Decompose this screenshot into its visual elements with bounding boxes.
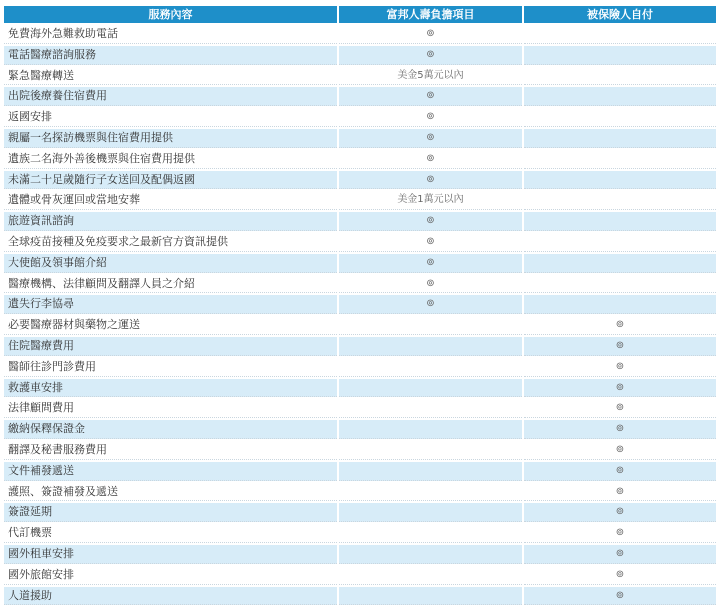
insurer-coverage-cell: ⊚ [339,87,522,106]
table-row [4,295,716,314]
service-name-cell: 返國安排 [4,108,337,127]
insurer-coverage-cell [339,587,522,606]
table-row [4,462,716,481]
insurer-coverage-cell [339,441,522,460]
table-row [4,25,716,44]
column-header-service: 服務內容 [4,6,337,23]
service-name-cell: 大使館及領事館介紹 [4,254,337,273]
table-row [4,254,716,273]
table-row [4,87,716,106]
insurer-coverage-cell [339,545,522,564]
self-pay-cell [524,87,716,106]
service-name-cell: 緊急醫療轉送 [4,67,337,86]
table-body [4,25,716,605]
table-row [4,233,716,252]
table-row [4,379,716,398]
table-row [4,108,716,127]
service-name-cell: 住院醫療費用 [4,337,337,356]
table-row [4,587,716,606]
service-name-cell: 國外租車安排 [4,545,337,564]
table-row [4,67,716,86]
service-name-cell: 繳納保釋保證金 [4,420,337,439]
service-name-cell: 旅遊資訊諮詢 [4,212,337,231]
insurer-coverage-cell: ⊚ [339,212,522,231]
self-pay-cell: ⊚ [524,399,716,418]
insurer-coverage-cell [339,316,522,335]
self-pay-cell: ⊚ [524,462,716,481]
table-row [4,150,716,169]
self-pay-cell: ⊚ [524,379,716,398]
table-row [4,545,716,564]
insurer-coverage-cell: 美金1萬元以內 [339,191,522,210]
table-row [4,503,716,522]
self-pay-cell [524,171,716,190]
table-row [4,420,716,439]
self-pay-cell [524,212,716,231]
column-header-insurer: 富邦人壽負擔項目 [339,6,522,23]
insurer-coverage-cell: ⊚ [339,254,522,273]
service-name-cell: 親屬一名探訪機票與住宿費用提供 [4,129,337,148]
service-name-cell: 遺體或骨灰運回或當地安葬 [4,191,337,210]
service-name-cell: 全球疫苗接種及免疫要求之最新官方資訊提供 [4,233,337,252]
table-row [4,566,716,585]
insurer-coverage-cell [339,337,522,356]
self-pay-cell [524,233,716,252]
self-pay-cell: ⊚ [524,587,716,606]
self-pay-cell: ⊚ [524,503,716,522]
service-name-cell: 簽證延期 [4,503,337,522]
insurer-coverage-cell: ⊚ [339,171,522,190]
table-row [4,212,716,231]
self-pay-cell: ⊚ [524,524,716,543]
insurer-coverage-cell [339,462,522,481]
table-row [4,275,716,294]
table-row [4,441,716,460]
service-name-cell: 出院後療養住宿費用 [4,87,337,106]
service-name-cell: 翻譯及秘書服務費用 [4,441,337,460]
service-name-cell: 必要醫療器材與藥物之運送 [4,316,337,335]
service-name-cell: 國外旅館安排 [4,566,337,585]
self-pay-cell: ⊚ [524,337,716,356]
service-name-cell: 醫師往診門診費用 [4,358,337,377]
service-name-cell: 文件補發遞送 [4,462,337,481]
insurer-coverage-cell [339,358,522,377]
insurer-coverage-cell: 美金5萬元以內 [339,67,522,86]
column-header-self-pay: 被保險人自付 [524,6,716,23]
insurer-coverage-cell: ⊚ [339,295,522,314]
service-table [2,4,718,607]
insurer-coverage-cell [339,483,522,502]
service-name-cell: 免費海外急難救助電話 [4,25,337,44]
table-row [4,129,716,148]
insurer-coverage-cell [339,379,522,398]
service-name-cell: 救護車安排 [4,379,337,398]
self-pay-cell: ⊚ [524,566,716,585]
table-header-row [4,6,716,23]
insurer-coverage-cell [339,566,522,585]
self-pay-cell [524,67,716,86]
service-name-cell: 電話醫療諮詢服務 [4,46,337,65]
service-name-cell: 未滿二十足歲隨行子女送回及配偶返國 [4,171,337,190]
service-name-cell: 法律顧問費用 [4,399,337,418]
table-row [4,316,716,335]
self-pay-cell [524,25,716,44]
self-pay-cell [524,295,716,314]
table-row [4,171,716,190]
self-pay-cell [524,129,716,148]
table-row [4,483,716,502]
insurer-coverage-cell: ⊚ [339,25,522,44]
self-pay-cell [524,108,716,127]
insurer-coverage-cell [339,503,522,522]
insurer-coverage-cell: ⊚ [339,233,522,252]
table-row [4,358,716,377]
table-row [4,524,716,543]
self-pay-cell: ⊚ [524,441,716,460]
insurer-coverage-cell [339,420,522,439]
table-row [4,399,716,418]
table-row [4,337,716,356]
service-name-cell: 醫療機構、法律顧問及翻譯人員之介紹 [4,275,337,294]
insurer-coverage-cell: ⊚ [339,108,522,127]
self-pay-cell: ⊚ [524,316,716,335]
service-name-cell: 護照、簽證補發及遞送 [4,483,337,502]
self-pay-cell [524,191,716,210]
self-pay-cell [524,46,716,65]
insurer-coverage-cell: ⊚ [339,275,522,294]
insurer-coverage-cell [339,524,522,543]
service-name-cell: 代訂機票 [4,524,337,543]
insurer-coverage-cell [339,399,522,418]
insurer-coverage-cell: ⊚ [339,46,522,65]
table-row [4,46,716,65]
service-name-cell: 遺族二名海外善後機票與住宿費用提供 [4,150,337,169]
self-pay-cell: ⊚ [524,483,716,502]
self-pay-cell [524,150,716,169]
self-pay-cell: ⊚ [524,420,716,439]
table-row [4,191,716,210]
self-pay-cell: ⊚ [524,545,716,564]
self-pay-cell: ⊚ [524,358,716,377]
insurer-coverage-cell: ⊚ [339,129,522,148]
service-name-cell: 人道援助 [4,587,337,606]
insurer-coverage-cell: ⊚ [339,150,522,169]
self-pay-cell [524,275,716,294]
self-pay-cell [524,254,716,273]
service-name-cell: 遺失行李協尋 [4,295,337,314]
